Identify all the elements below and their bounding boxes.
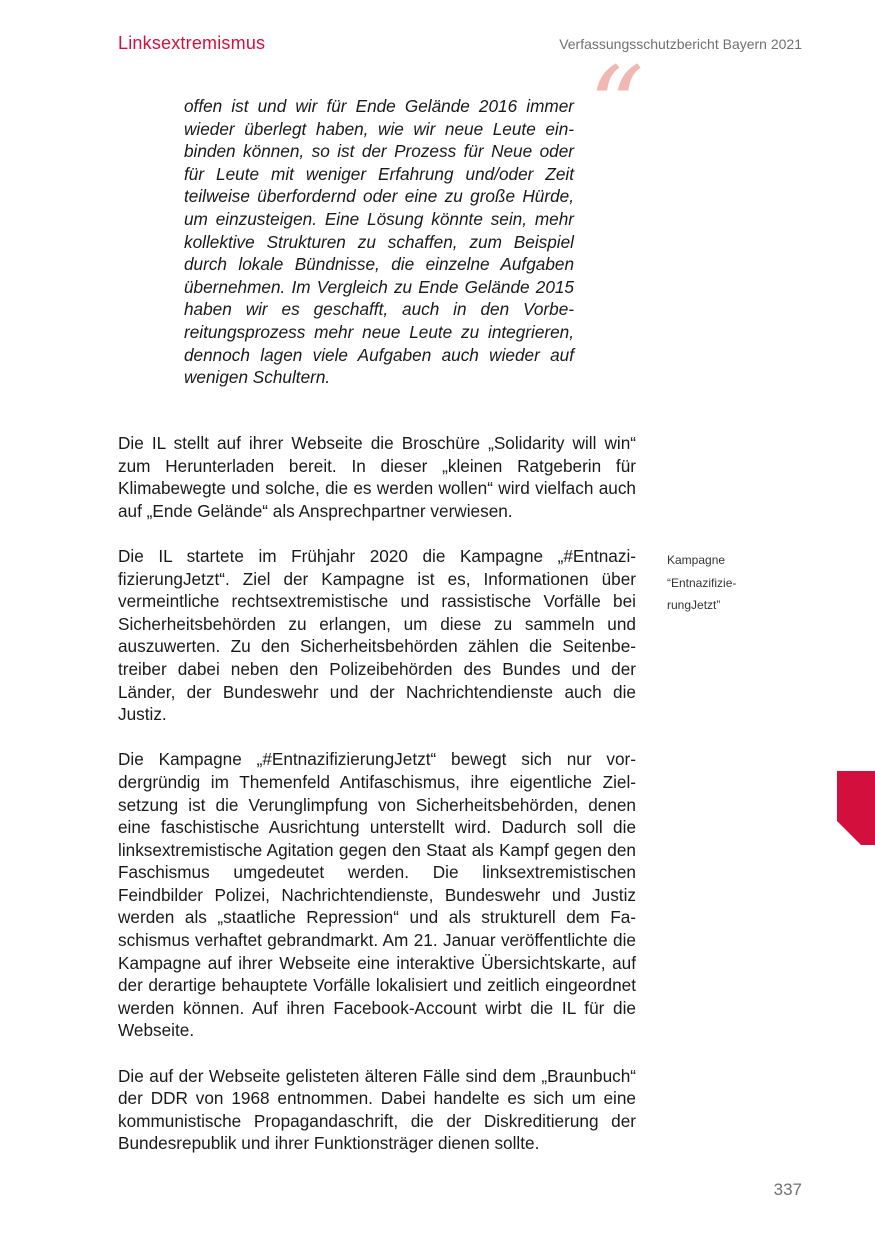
chapter-tab-icon bbox=[837, 771, 875, 845]
paragraph: Die IL stellt auf ihrer Webseite die Broschüre „Solidarity will win“ zum Herunterladen bereit. In dieser „kleinen Ratgeberin für Klimabewegte und solche, die es werden wollen“ wird vielfach auch auf „Ende Gelände“ als Ansprechpartner verwiesen. bbox=[118, 433, 636, 521]
paragraph: Die IL startete im Frühjahr 2020 die Kampagne „#EntnazifizierungJetzt“. Ziel der Kampagne ist es, Informationen über vermeintliche rechtsextremistische und rassistische Vorfälle bei Sicherheitsbehörden zu erlangen, um diese zu sammeln und auszuwerten. Zu den Sicherheitsbehörden zählen die Seitenbetreiber dabei neben den Polizeibehörden des Bundes und der Länder, der Bundeswehr und der Nachrichtendienste auch die Justiz. bbox=[118, 545, 636, 725]
body-text bbox=[118, 432, 636, 1178]
paragraph: Die auf der Webseite gelisteten älteren Fälle sind dem „Braunbuch“ der DDR von 1968 entnommen. Dabei handelte es sich um eine kommunistische Propagandaschrift, die der Diskreditierung der Bundesrepublik und ihrer Funktionsträger dienen sollte. bbox=[118, 1065, 636, 1154]
margin-note-line: “Entnazifizie- bbox=[667, 575, 737, 590]
interview-quote: offen ist und wir für Ende Gelände 2016 immer wieder überlegt haben, wie wir neue Leute einbinden können, so ist der Prozess für Neue oder für Leute mit weniger Erfahrung und/oder Zeit teilweise überfordernd oder eine zu große Hürde, um einzusteigen. Eine Lösung könnte sein, mehr kollektive Strukturen zu schaffen, zum Beispiel durch lokale Bündnisse, die einzelne Aufgaben übernehmen. Im Vergleich zu Ende Gelände 2015 haben wir es geschafft, auch in den Vorbereitungsprozess mehr neue Leute zu integrieren, dennoch lagen viele Aufgaben auch wieder auf wenigen Schultern. bbox=[184, 96, 574, 388]
margin-note bbox=[667, 549, 767, 617]
margin-note-line: Kampagne bbox=[667, 553, 726, 567]
page-number: 337 bbox=[773, 1180, 802, 1199]
margin-note-line: rungJetzt” bbox=[667, 598, 721, 613]
quote-mark-icon: “ bbox=[588, 43, 645, 171]
section-title: Linksextremismus bbox=[118, 33, 266, 53]
running-head: Verfassungsschutzbericht Bayern 2021 bbox=[559, 36, 802, 52]
paragraph: Die Kampagne „#EntnazifizierungJetzt“ bewegt sich nur vordergründig im Themenfeld Antifaschismus, ihre eigentliche Zielsetzung ist die Verunglimpfung von Sicherheitsbehörden, denen eine faschistische Ausrichtung unterstellt wird. Dadurch soll die linksextremistische Agitation gegen den Staat als Kampf gegen den Faschismus umgedeutet werden. Die linksextremistischen Feindbilder Polizei, Nachrichtendienste, Bundeswehr und Justiz werden als „staatliche Repression“ und als strukturell dem Faschismus verhaftet gebrandmarkt. Am 21. Januar veröffentlichte die Kampagne auf ihrer Webseite eine interaktive Übersichtskarte, auf der derartige behauptete Vorfälle lokalisiert und zeitlich eingeordnet werden können. Auf ihren Facebook-Account wirbt die IL für die Webseite. bbox=[118, 749, 636, 1041]
